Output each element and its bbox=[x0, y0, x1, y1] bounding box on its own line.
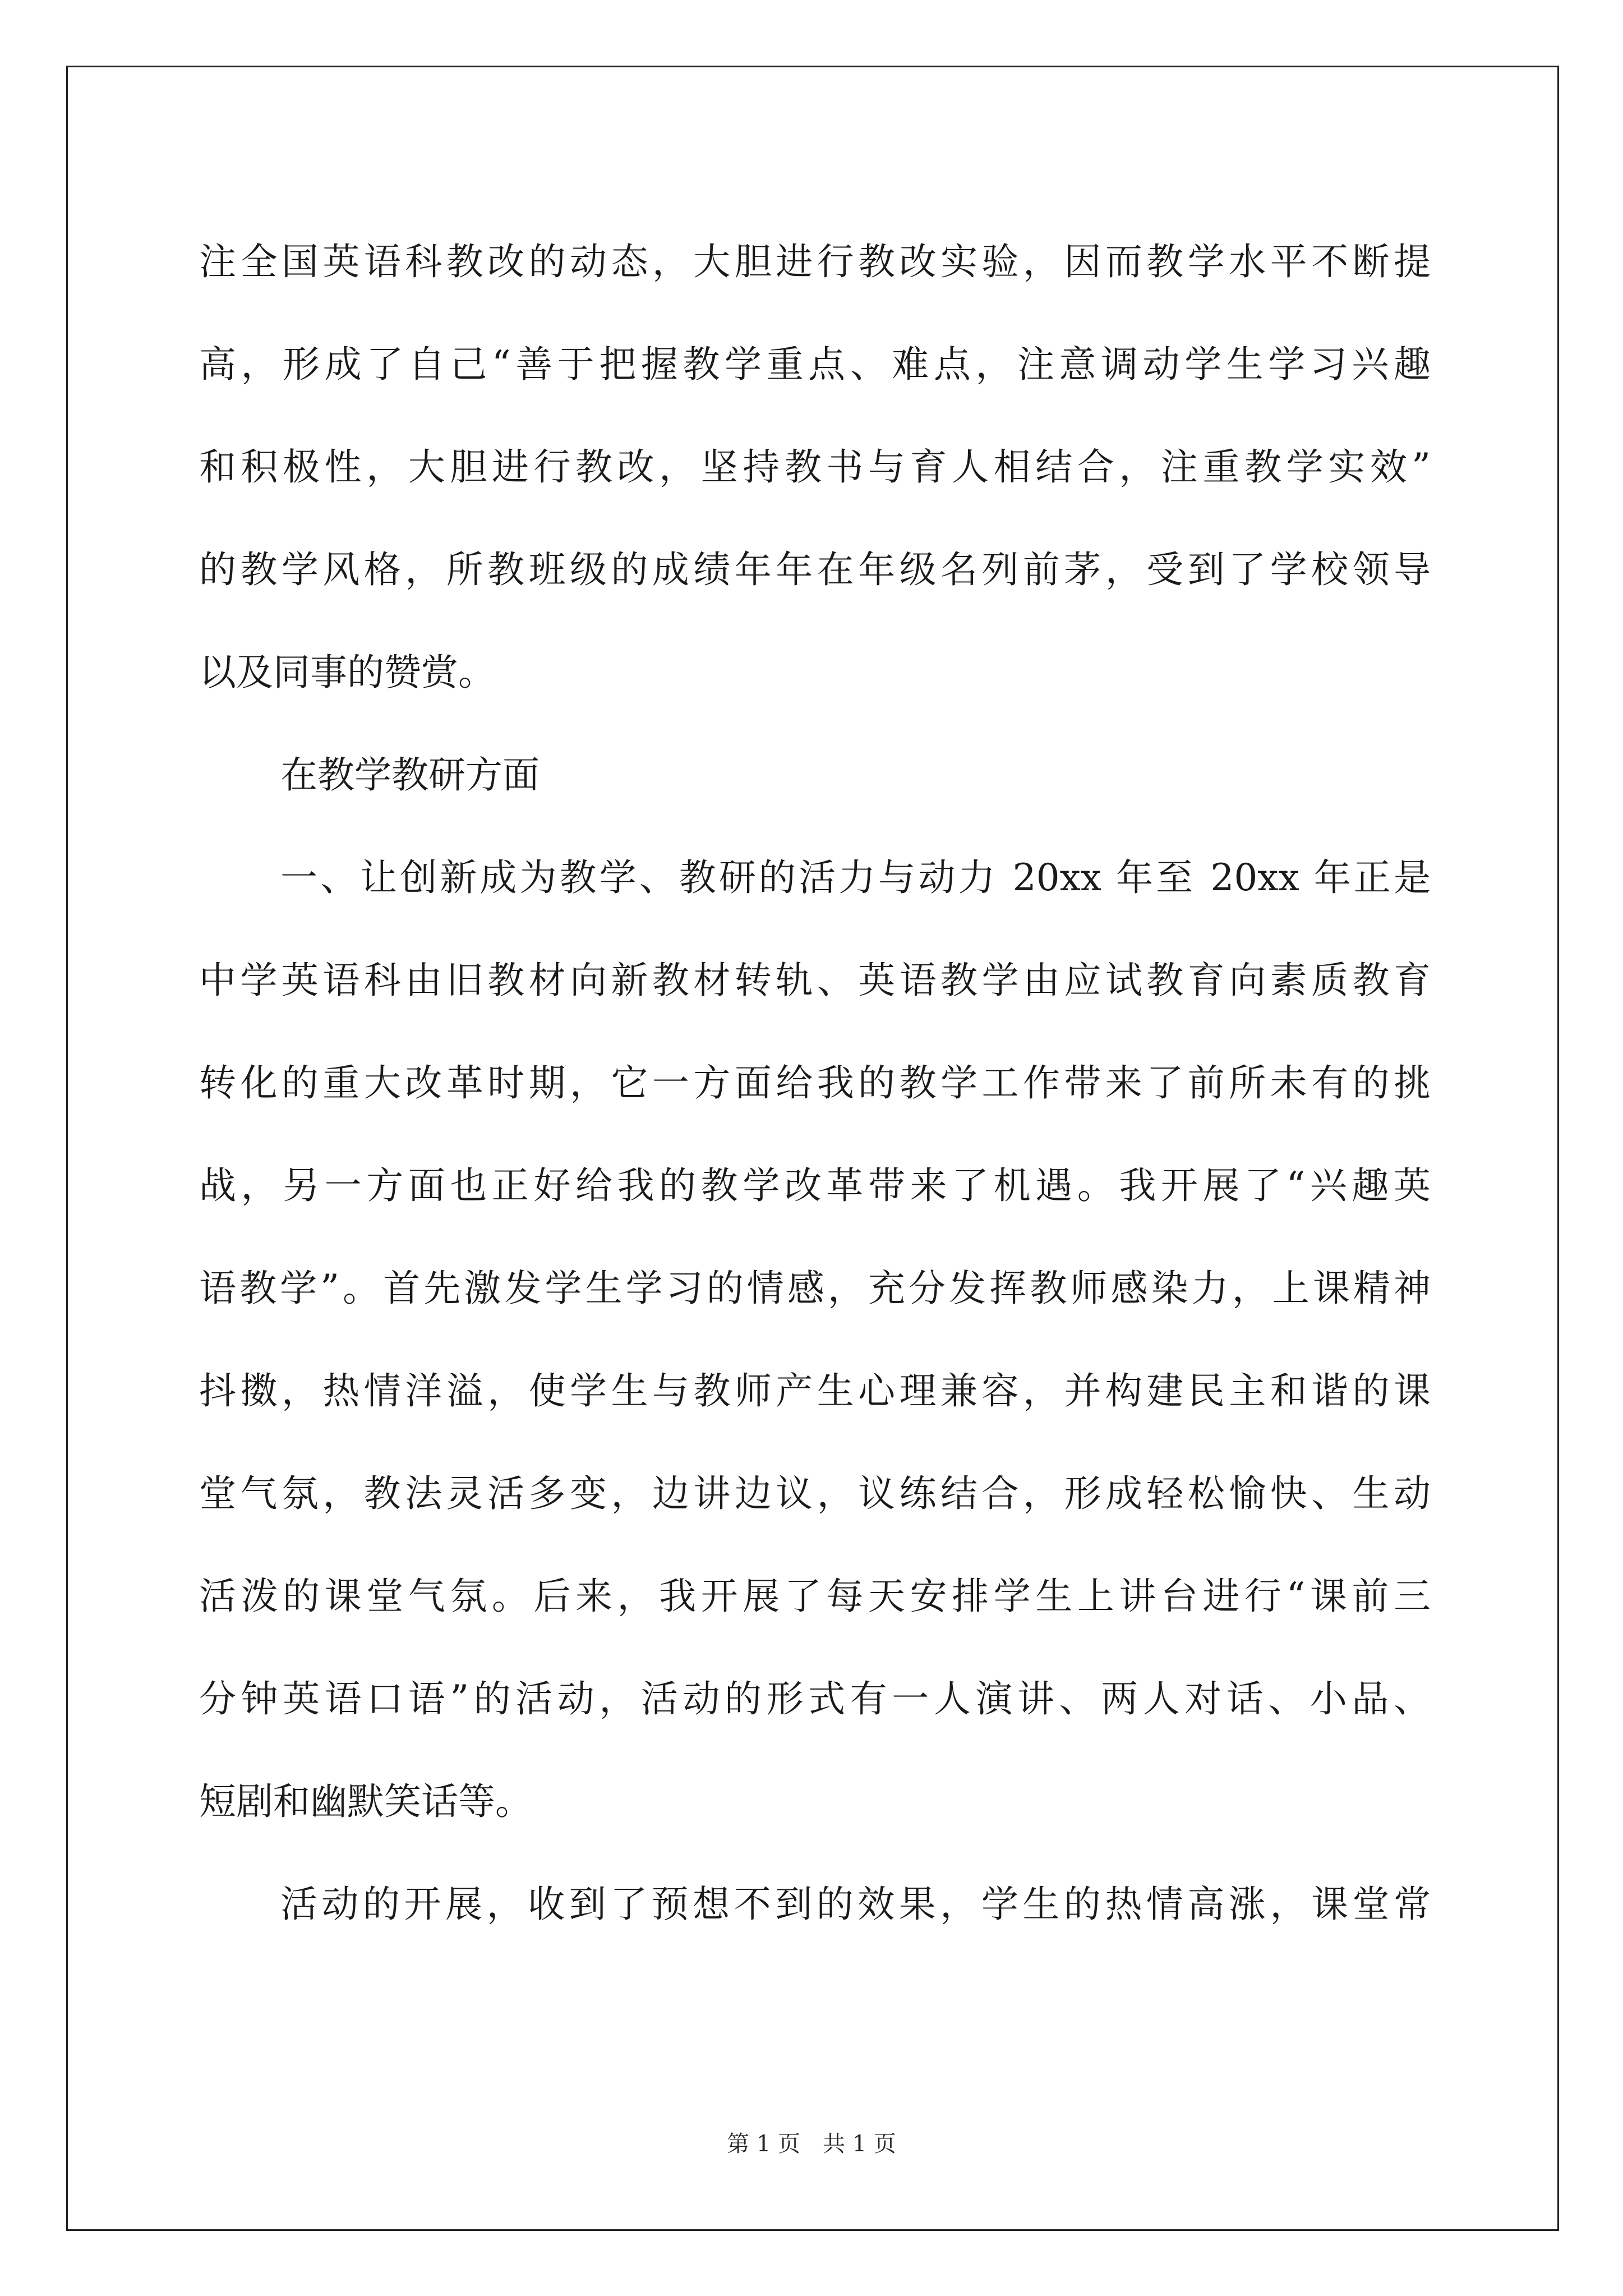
text-line: 分钟英语口语”的活动，活动的形式有一人演讲、两人对话、小品、 bbox=[199, 1677, 1431, 1720]
text-line: 的教学风格，所教班级的成绩年年在年级名列前茅，受到了学校领导 bbox=[199, 548, 1431, 591]
text-line: 高，形成了自己“善于把握教学重点、难点，注意调动学生学习兴趣 bbox=[199, 343, 1431, 386]
page-number: 第 1 页 共 1 页 bbox=[727, 2131, 896, 2157]
text-line: 以及同事的赞赏。 bbox=[199, 651, 495, 694]
text-line: 一、让创新成为教学、教研的活力与动力 20xx 年至 20xx 年正是 bbox=[280, 856, 1431, 899]
text-line: 和积极性，大胆进行教改，坚持教书与育人相结合，注重教学实效” bbox=[199, 445, 1431, 489]
text-line: 活泼的课堂气氛。后来，我开展了每天安排学生上讲台进行“课前三 bbox=[199, 1575, 1431, 1618]
text-line: 活动的开展，收到了预想不到的效果，学生的热情高涨，课堂常 bbox=[280, 1883, 1431, 1926]
text-line: 注全国英语科教改的动态，大胆进行教改实验，因而教学水平不断提 bbox=[199, 240, 1431, 283]
text-line: 短剧和幽默笑话等。 bbox=[199, 1780, 532, 1823]
text-line: 中学英语科由旧教材向新教材转轨、英语教学由应试教育向素质教育 bbox=[199, 959, 1431, 1002]
section-heading: 在教学教研方面 bbox=[280, 753, 540, 797]
text-line: 抖擞，热情洋溢，使学生与教师产生心理兼容，并构建民主和谐的课 bbox=[199, 1369, 1431, 1412]
text-line: 转化的重大改革时期，它一方面给我的教学工作带来了前所未有的挑 bbox=[199, 1061, 1431, 1105]
text-line: 语教学”。首先激发学生学习的情感，充分发挥教师感染力，上课精神 bbox=[199, 1267, 1431, 1310]
text-line: 堂气氛，教法灵活多变，边讲边议，议练结合，形成轻松愉快、生动 bbox=[199, 1472, 1431, 1515]
document-body bbox=[199, 210, 1431, 1955]
text-line: 战，另一方面也正好给我的教学改革带来了机遇。我开展了“兴趣英 bbox=[199, 1164, 1431, 1207]
